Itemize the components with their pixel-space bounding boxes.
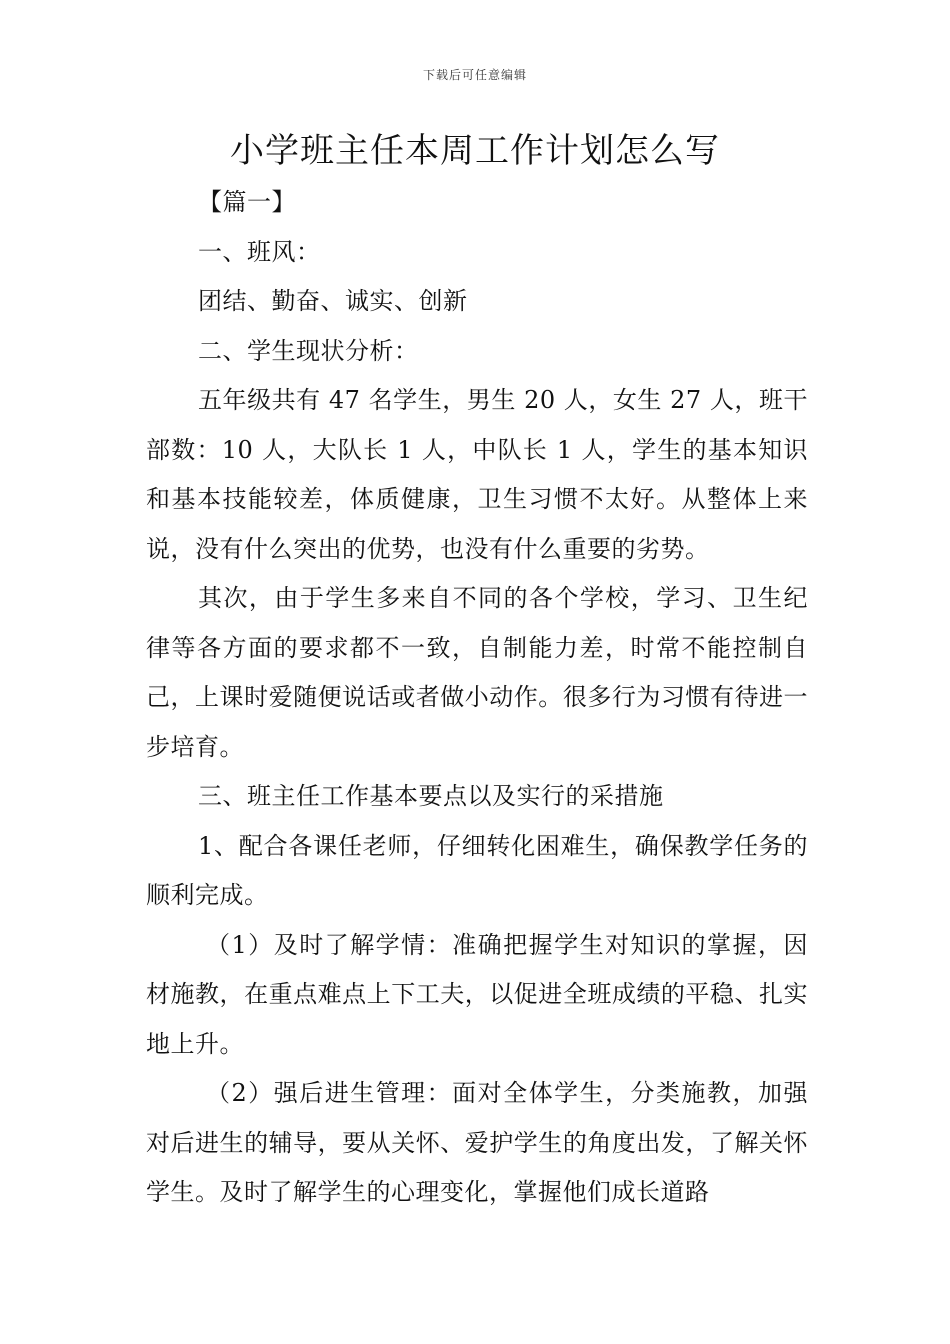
work-point-subitem: （2）强后进生管理：面对全体学生，分类施教，加强对后进生的辅导，要从关怀、爱护学生的角度出发，了解关怀学生。及时了解学生的心理变化，掌握他们成长道路 xyxy=(146,1079,808,1206)
document-body xyxy=(146,178,808,1218)
section-label: 【篇一】 xyxy=(198,188,296,216)
work-points-heading: 三、班主任工作基本要点以及实行的采措施 xyxy=(198,782,664,810)
class-spirit-content: 团结、勤奋、诚实、创新 xyxy=(198,287,468,315)
work-point-item: 1、配合各课任老师，仔细转化困难生，确保教学任务的顺利完成。 xyxy=(146,831,808,909)
student-analysis-paragraph: 五年级共有 47 名学生，男生 20 人，女生 27 人，班干部数：10 人，大队长 1 人，中队长 1 人，学生的基本知识和基本技能较差，体质健康，卫生习惯不太好。从整体上来说，没有什么突出的优势，也没有什么重要的劣势。 xyxy=(146,386,808,563)
work-point-subitem: （1）及时了解学情：准确把握学生对知识的掌握，因材施教，在重点难点上下工夫，以促进全班成绩的平稳、扎实地上升。 xyxy=(146,930,808,1058)
student-analysis-paragraph: 其次，由于学生多来自不同的各个学校，学习、卫生纪律等各方面的要求都不一致，自制能力差，时常不能控制自己，上课时爱随便说话或者做小动作。很多行为习惯有待进一步培育。 xyxy=(146,584,808,761)
document-title: 小学班主任本周工作计划怎么写 xyxy=(230,131,720,171)
class-spirit-heading: 一、班风： xyxy=(198,237,321,266)
student-analysis-heading: 二、学生现状分析： xyxy=(198,336,419,365)
header-note: 下载后可任意编辑 xyxy=(422,68,527,82)
